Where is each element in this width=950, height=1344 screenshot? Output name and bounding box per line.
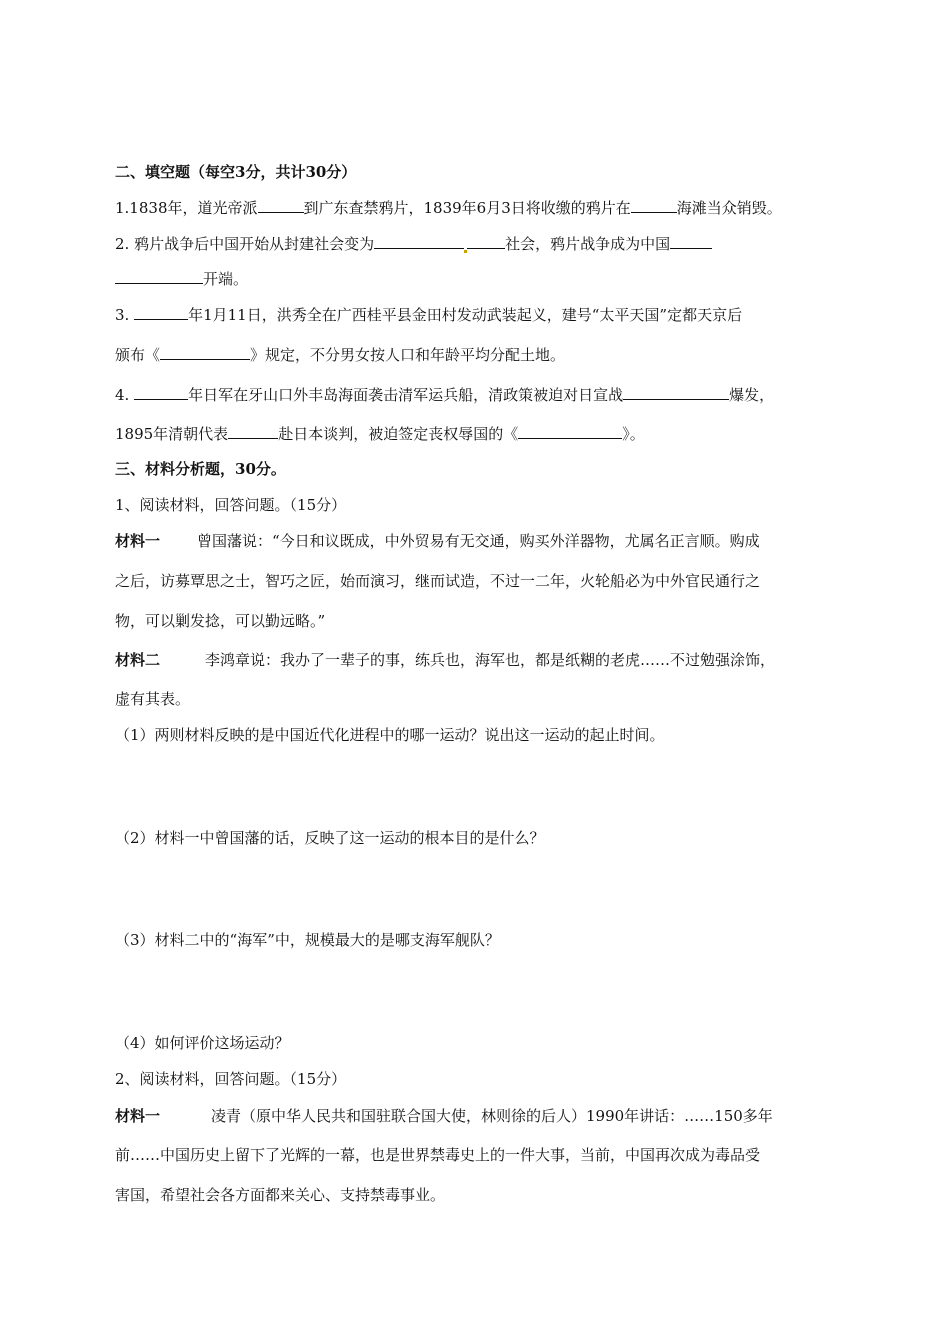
part1-question-3: （3）材料二中的“海军”中，规模最大的是哪支海军舰队？ <box>115 931 500 949</box>
fill-question-4 <box>115 383 845 406</box>
ink-dot <box>464 250 467 253</box>
q3-text-d: 》规定，不分男女按人口和年龄平均分配土地。 <box>250 346 566 364</box>
q3-text-c: 颁布《 <box>115 346 161 364</box>
part1-heading: 1、阅读材料，回答问题。（15分） <box>115 496 347 514</box>
q1-text-b: 到广东查禁鸦片，1839年6月3日将收缴的鸦片在 <box>303 199 631 217</box>
part1-material-1-line-2: 之后，访募覃思之士，智巧之匠，始而演习，继而试造，不过一二年，火轮船必为中外官民通行之 <box>115 572 761 590</box>
q1-text-c: 海滩当众销毁。 <box>676 199 782 217</box>
q1-text-a: 1.1838年，道光帝派 <box>115 199 258 217</box>
part1-question-1: （1）两则材料反映的是中国近代化进程中的哪一运动？说出这一运动的起止时间。 <box>115 726 665 744</box>
part2-material-1-line-2: 前……中国历史上留下了光辉的一幕，也是世界禁毒史上的一件大事，当前，中国再次成为毒品受 <box>115 1146 761 1164</box>
q2-text-b: 社会，鸦片战争成为中国 <box>505 235 671 253</box>
section-3-title: 三、材料分析题，30分。 <box>115 460 286 478</box>
q4-blank-3[interactable] <box>228 422 278 439</box>
q2-text-c: 开端。 <box>203 270 249 288</box>
q4-text-d: 1895年清朝代表 <box>115 425 229 443</box>
q2-blank-1[interactable] <box>374 232 464 249</box>
q4-text-c: 爆发， <box>729 386 775 404</box>
q4-text-f: 》。 <box>622 425 645 443</box>
part2-heading: 2、阅读材料，回答问题。（15分） <box>115 1070 347 1088</box>
fill-question-3 <box>115 303 845 326</box>
material-text: 李鸿章说：我办了一辈子的事，练兵也，海军也，都是纸糊的老虎……不过勉强涂饰， <box>205 651 776 669</box>
q1-blank-1[interactable] <box>258 196 304 213</box>
section-2-title: 二、填空题（每空3分，共计30分） <box>115 163 357 181</box>
q4-blank-1[interactable] <box>134 383 188 400</box>
material-text: 凌青（原中华人民共和国驻联合国大使，林则徐的后人）1990年讲话：……150多年 <box>211 1107 773 1125</box>
fill-question-4-cont <box>115 422 845 445</box>
fill-question-2 <box>115 232 845 255</box>
q3-blank-2[interactable] <box>160 343 250 360</box>
material-label: 材料一 <box>115 532 161 550</box>
part1-material-2-line-2: 虚有其表。 <box>115 690 191 708</box>
part2-material-1-line-3: 害国，希望社会各方面都来关心、支持禁毒事业。 <box>115 1186 446 1204</box>
part1-question-2: （2）材料一中曾国藩的话，反映了这一运动的根本目的是什么？ <box>115 829 545 847</box>
material-text: 曾国藩说：“今日和议既成，中外贸易有无交通，购买外洋器物，尤属名正言顺。购成 <box>197 532 760 550</box>
q3-blank-1[interactable] <box>134 303 188 320</box>
q4-blank-2[interactable] <box>623 383 729 400</box>
q4-blank-4[interactable] <box>518 422 622 439</box>
q3-text-b: 年1月11日，洪秀全在广西桂平县金田村发动武装起义，建号“太平天国”定都天京后 <box>188 306 743 324</box>
q4-text-e: 赴日本谈判，被迫签定丧权辱国的《 <box>278 425 519 443</box>
q3-text-a: 3. <box>115 306 135 324</box>
material-label: 材料二 <box>115 651 161 669</box>
q1-blank-2[interactable] <box>631 196 677 213</box>
part1-material-1-line-1 <box>115 530 845 552</box>
fill-question-2-cont <box>115 267 845 290</box>
q4-text-a: 4. <box>115 386 135 404</box>
q2-blank-2[interactable] <box>670 232 712 249</box>
part1-material-1-line-3: 物，可以剿发捻，可以勤远略。” <box>115 612 326 630</box>
fill-question-3-cont <box>115 343 845 366</box>
fill-question-1 <box>115 196 845 219</box>
part1-question-4: （4）如何评价这场运动？ <box>115 1034 290 1052</box>
material-label: 材料一 <box>115 1107 161 1125</box>
q2-text-a: 2. 鸦片战争后中国开始从封建社会变为 <box>115 235 375 253</box>
part1-material-2-line-1 <box>115 649 845 671</box>
q2-blank-2-cont[interactable] <box>115 267 203 284</box>
q4-text-b: 年日军在牙山口外丰岛海面袭击清军运兵船，清政策被迫对日宣战 <box>188 386 624 404</box>
part2-material-1-line-1 <box>115 1105 845 1127</box>
q2-blank-1b[interactable] <box>467 232 505 249</box>
